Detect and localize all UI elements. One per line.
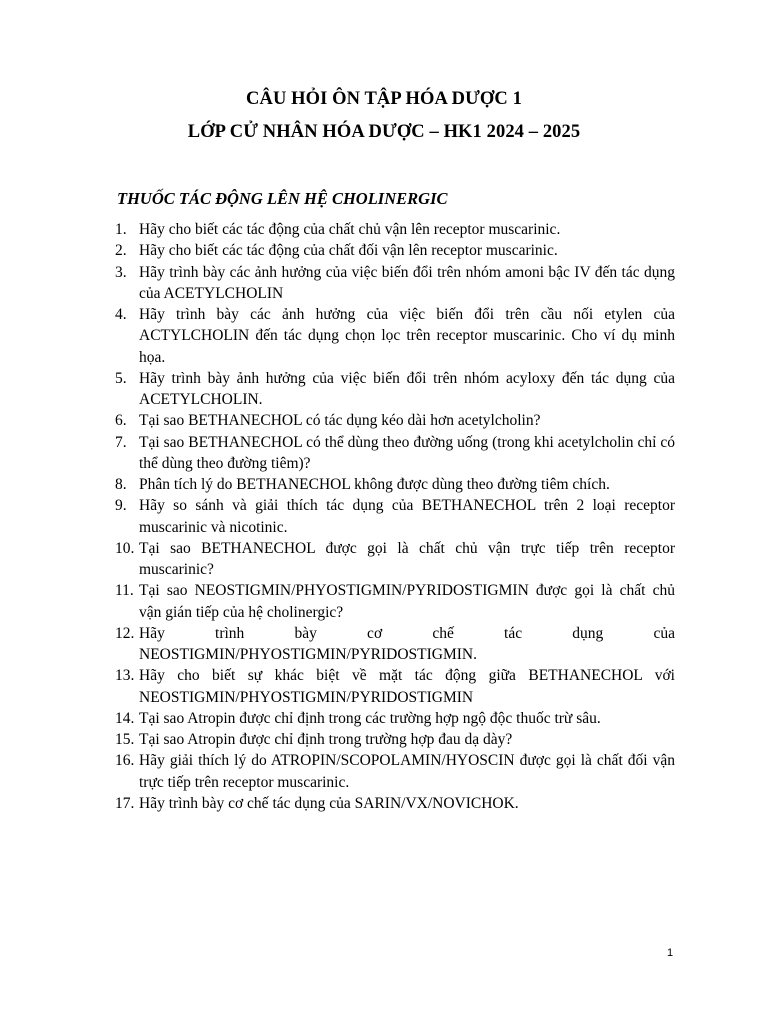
question-number: 14. — [115, 709, 135, 727]
list-item — [115, 665, 675, 707]
question-number: 3. — [115, 263, 127, 281]
question-text: Hãy giải thích lý do ATROPIN/SCOPOLAMIN/HYOSCIN được gọi là chất đối vận trực tiếp trên receptor muscarinic. — [139, 752, 675, 791]
question-text: Hãy trình bày các ảnh hưởng của việc biến đổi trên cầu nối etylen của ACTYLCHOLIN đến tác dụng chọn lọc trên receptor muscarinic. Cho ví dụ minh họa. — [139, 306, 675, 366]
list-item — [115, 729, 675, 750]
question-text: Phân tích lý do BETHANECHOL không được dùng theo đường tiêm chích. — [139, 476, 610, 494]
question-text: Tại sao Atropin được chỉ định trong trường hợp đau dạ dày? — [139, 731, 513, 749]
question-number: 13. — [115, 667, 135, 685]
list-item — [115, 432, 675, 474]
document-subtitle: LỚP CỬ NHÂN HÓA DƯỢC – HK1 2024 – 2025 — [187, 122, 581, 142]
list-item — [115, 538, 675, 580]
question-text: Tại sao BETHANECHOL có tác dụng kéo dài hơn acetylcholin? — [139, 412, 541, 430]
list-item — [115, 495, 675, 537]
question-number: 16. — [115, 752, 135, 770]
section-heading: THUỐC TÁC ĐỘNG LÊN HỆ CHOLINERGIC — [117, 189, 448, 208]
question-number: 17. — [115, 794, 135, 812]
list-item — [115, 219, 675, 240]
question-text: Hãy trình bày cơ chế tác dụng của NEOSTIGMIN/PHYOSTIGMIN/PYRIDOSTIGMIN. — [139, 624, 675, 664]
question-number: 7. — [115, 433, 127, 451]
question-text: Hãy trình bày cơ chế tác dụng của SARIN/VX/NOVICHOK. — [139, 794, 519, 812]
list-item — [115, 410, 675, 431]
question-number: 10. — [115, 539, 135, 557]
question-text: Hãy trình bày các ảnh hưởng của việc biến đổi trên nhóm amoni bậc IV đến tác dụng của ACETYLCHOLIN — [139, 263, 675, 302]
question-text: Tại sao Atropin được chỉ định trong các trường hợp ngộ độc thuốc trừ sâu. — [139, 709, 601, 727]
question-text: Hãy cho biết sự khác biệt về mặt tác động giữa BETHANECHOL với NEOSTIGMIN/PHYOSTIGMIN/PYRIDOSTIGMIN — [139, 667, 675, 706]
question-text: Tại sao BETHANECHOL được gọi là chất chủ vận trực tiếp trên receptor muscarinic? — [139, 539, 675, 579]
question-number: 15. — [115, 731, 135, 749]
list-item — [115, 580, 675, 622]
question-number: 6. — [115, 412, 127, 430]
list-item — [115, 368, 675, 410]
list-item — [115, 708, 675, 729]
question-number: 11. — [115, 582, 134, 600]
question-number: 8. — [115, 476, 127, 494]
question-text: Hãy cho biết các tác động của chất chủ vận lên receptor muscarinic. — [139, 221, 561, 238]
list-item — [115, 240, 675, 261]
question-number: 4. — [115, 306, 127, 324]
question-text: Hãy trình bày ảnh hưởng của việc biến đổi trên nhóm acyloxy đến tác dụng của ACETYLCHOLIN. — [139, 369, 675, 408]
list-item — [115, 304, 675, 368]
question-number: 9. — [115, 497, 127, 515]
list-item — [115, 793, 675, 814]
question-list — [115, 219, 675, 814]
question-text: Tại sao BETHANECHOL có thể dùng theo đường uống (trong khi acetylcholin chỉ có thể dùng theo đường tiêm)? — [139, 433, 675, 472]
list-item — [115, 262, 675, 304]
list-item — [115, 623, 675, 665]
question-text: Hãy cho biết các tác động của chất đối vận lên receptor muscarinic. — [139, 242, 558, 260]
document-title: CÂU HỎI ÔN TẬP HÓA DƯỢC 1 — [246, 89, 522, 109]
list-item — [115, 750, 675, 792]
list-item — [115, 474, 675, 495]
question-number: 12. — [115, 624, 135, 642]
question-number: 1. — [115, 221, 127, 238]
page-number: 1 — [666, 947, 674, 959]
question-text: Tại sao NEOSTIGMIN/PHYOSTIGMIN/PYRIDOSTIGMIN được gọi là chất chủ vận gián tiếp của hệ cholinergic? — [139, 582, 675, 621]
question-number: 5. — [115, 369, 127, 387]
question-text: Hãy so sánh và giải thích tác dụng của BETHANECHOL trên 2 loại receptor muscarinic và nicotinic. — [139, 497, 675, 536]
question-number: 2. — [115, 242, 127, 260]
